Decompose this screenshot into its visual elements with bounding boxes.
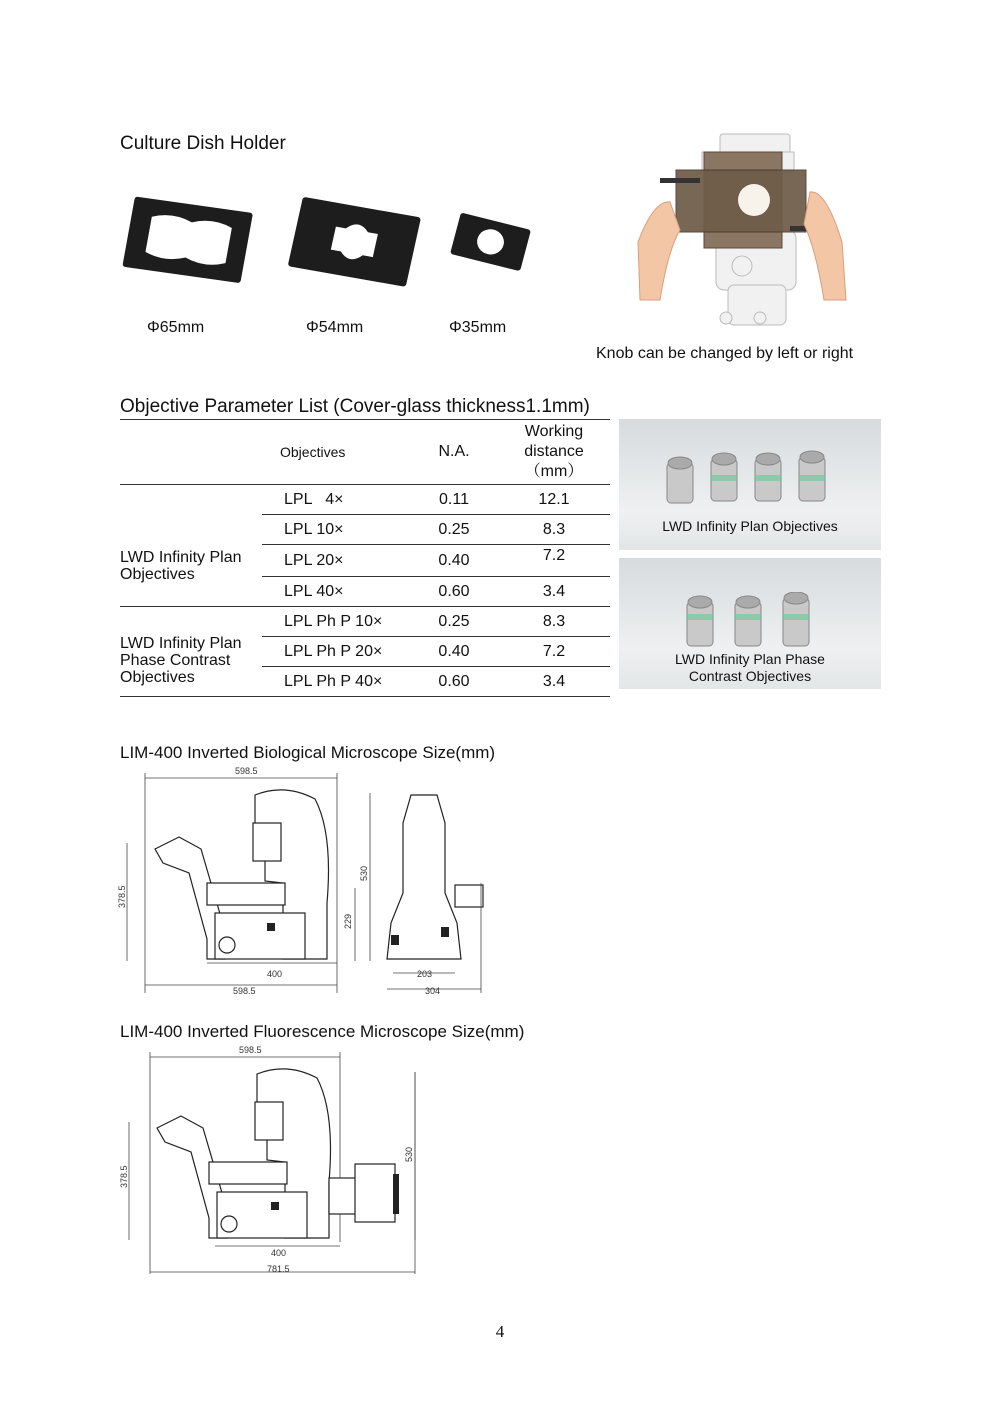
bio-dim-height-right: 530 bbox=[359, 865, 369, 881]
photo-phase-caption bbox=[619, 651, 881, 685]
objective-na: 0.25 bbox=[410, 515, 498, 545]
objective-name: LPL Ph P 40× bbox=[262, 667, 410, 697]
fluo-dim-top: 598.5 bbox=[239, 1045, 262, 1055]
objective-name: LPL 40× bbox=[262, 577, 410, 607]
bio-dim-front-width: 304 bbox=[425, 986, 441, 996]
header-wd-line3: （mm） bbox=[524, 463, 584, 480]
bio-dim-base: 400 bbox=[267, 969, 283, 979]
photo-phase-objectives bbox=[619, 558, 881, 689]
photo-phase-caption-line1: LWD Infinity Plan Phase bbox=[675, 651, 825, 667]
fluo-dim-base: 400 bbox=[271, 1248, 287, 1258]
fluo-dimension-drawing bbox=[115, 1042, 425, 1278]
bio-dim-top: 598.5 bbox=[235, 766, 258, 776]
holder-54-shape bbox=[288, 197, 421, 287]
objective-wd: 7.2 bbox=[498, 545, 610, 577]
objective-lenses-3 bbox=[679, 592, 829, 652]
fluo-dim-height-right: 530 bbox=[404, 1146, 414, 1162]
section-title-bio: LIM-400 Inverted Biological Microscope Size(mm) bbox=[120, 743, 496, 762]
objective-wd: 7.2 bbox=[498, 637, 610, 667]
dish-holder-illustrations bbox=[115, 185, 545, 310]
bio-dim-front-base: 203 bbox=[417, 969, 433, 979]
bio-dim-height-left: 378.5 bbox=[117, 885, 127, 908]
photo-plan-objectives bbox=[619, 419, 881, 550]
header-objectives: Objectives bbox=[262, 420, 410, 485]
page-number: 4 bbox=[495, 1322, 505, 1341]
holder-35-shape bbox=[450, 212, 531, 271]
objective-lenses-4 bbox=[659, 449, 849, 529]
photo-phase-caption-line2: Contrast Objectives bbox=[688, 668, 812, 684]
dish-label-54: Φ54mm bbox=[306, 319, 364, 336]
group-name-phase: LWD Infinity Plan Phase Contrast Objectives bbox=[120, 607, 262, 697]
holder-65-shape bbox=[122, 196, 253, 283]
dish-label-35: Φ35mm bbox=[449, 319, 507, 336]
objective-wd: 3.4 bbox=[498, 667, 610, 697]
header-working-distance bbox=[498, 420, 610, 485]
objective-na: 0.40 bbox=[410, 637, 498, 667]
objective-wd: 8.3 bbox=[498, 607, 610, 637]
header-wd-line1: Working bbox=[524, 423, 584, 440]
knob-illustration bbox=[620, 130, 860, 335]
objective-na: 0.25 bbox=[410, 607, 498, 637]
objective-parameter-table bbox=[120, 419, 610, 697]
objective-name: LPL 20× bbox=[262, 545, 410, 577]
objective-na: 0.60 bbox=[410, 577, 498, 607]
table-header-row bbox=[120, 420, 610, 485]
objective-name: LPL Ph P 20× bbox=[262, 637, 410, 667]
fluo-dim-height-left: 378.5 bbox=[119, 1165, 129, 1188]
objective-wd: 12.1 bbox=[498, 485, 610, 515]
photo-plan-caption: LWD Infinity Plan Objectives bbox=[662, 518, 838, 534]
section-title-fluo: LIM-400 Inverted Fluorescence Microscope Size(mm) bbox=[120, 1022, 525, 1041]
fluo-dim-total: 781.5 bbox=[267, 1264, 290, 1274]
header-wd-line2: distance bbox=[524, 443, 584, 460]
objective-wd: 8.3 bbox=[498, 515, 610, 545]
objective-na: 0.60 bbox=[410, 667, 498, 697]
dish-label-65: Φ65mm bbox=[147, 319, 205, 336]
objective-wd: 3.4 bbox=[498, 577, 610, 607]
group-name-plan: LWD Infinity Plan Objectives bbox=[120, 485, 262, 607]
objective-na: 0.11 bbox=[410, 485, 498, 515]
bio-dim-bottom: 598.5 bbox=[233, 986, 256, 996]
bio-dim-stage: 229 bbox=[343, 913, 353, 929]
knob-caption: Knob can be changed by left or right bbox=[596, 345, 854, 362]
section-title-holder: Culture Dish Holder bbox=[120, 133, 286, 154]
table-row bbox=[120, 607, 610, 637]
objective-name: LPL 10× bbox=[262, 515, 410, 545]
objective-name: LPL 4× bbox=[262, 485, 410, 515]
objective-name: LPL Ph P 10× bbox=[262, 607, 410, 637]
section-title-objectives: Objective Parameter List (Cover-glass thickness1.1mm) bbox=[120, 396, 590, 417]
table-row bbox=[120, 485, 610, 515]
header-na: N.A. bbox=[410, 420, 498, 485]
bio-dimension-drawing bbox=[115, 763, 495, 1001]
objective-na: 0.40 bbox=[410, 545, 498, 577]
